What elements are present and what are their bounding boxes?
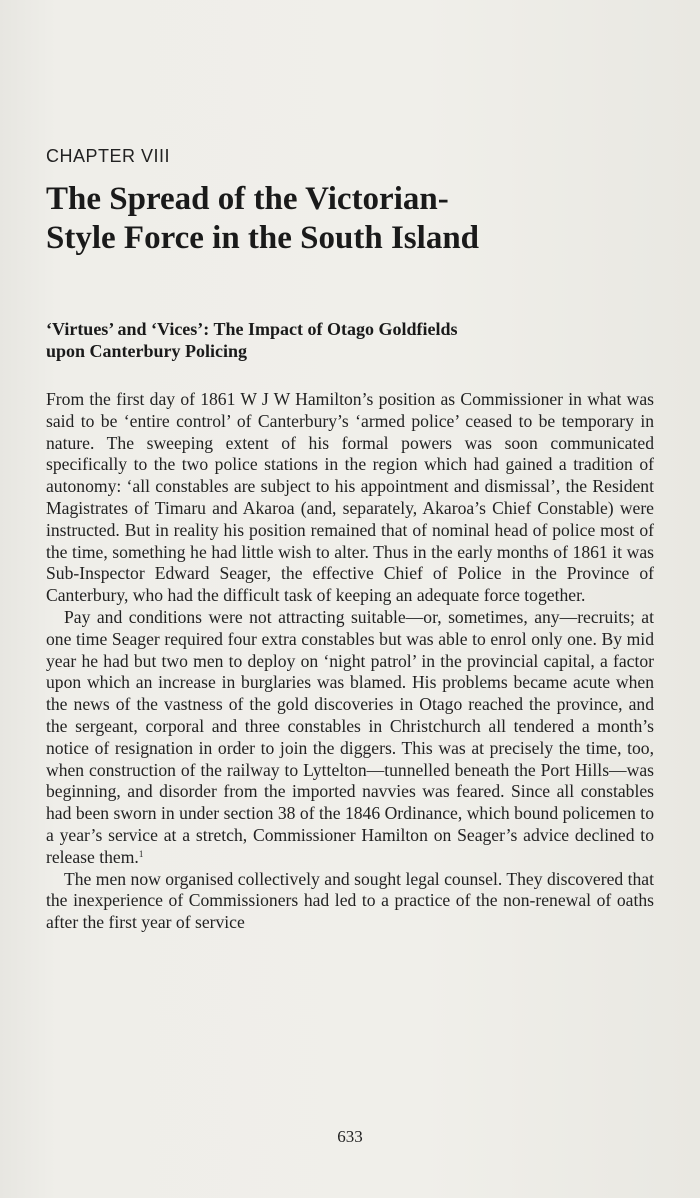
chapter-title-line-1: The Spread of the Victorian- [46, 181, 449, 217]
paragraph-2-text: Pay and conditions were not attracting suitable—or, sometimes, any—recruits; at one time Seager required four extra constables but was able to enrol only one. By mid year he had but two men to deploy on ‘night patrol’ in the provincial capital, a factor upon which an increase in burglaries was blamed. His problems became acute when the news of the vastness of the gold discoveries in Otago reached the province, and the sergeant, corporal and three constables in Christchurch all tendered a month’s notice of resignation in order to join the diggers. This was at precisely the time, too, when construction of the railway to Lyttelton—tunnelled beneath the Port Hills—was beginning, and disorder from the imported navvies was feared. Since all constables had been sworn in under section 38 of the 1846 Ordinance, which bound policemen to a year’s service at a stretch, Commissioner Hamilton on Seager’s advice declined to release them. [46, 606, 654, 867]
section-heading [46, 318, 666, 362]
paragraph-2 [46, 607, 654, 869]
body-text [46, 389, 654, 934]
paragraph-3: The men now organised collectively and sought legal counsel. They discovered that the inexperience of Commissioners had led to a practice of the non-renewal of oaths after the first year of service [46, 868, 654, 933]
section-heading-line-1: ‘Virtues’ and ‘Vices’: The Impact of Otago Goldfields [46, 319, 458, 339]
chapter-title [46, 180, 666, 258]
footnote-marker: 1 [138, 848, 144, 859]
chapter-title-line-2: Style Force in the South Island [46, 220, 480, 256]
paragraph-1: From the first day of 1861 W J W Hamilton’s position as Commissioner in what was said to be ‘entire control’ of Canterbury’s ‘armed police’ ceased to be temporary in nature. The sweeping extent of his formal powers was soon communicated specifically to the two police stations in the region which had gained a tradition of autonomy: ‘all constables are subject to his appointment and dismissal’, the Resident Magistrates of Timaru and Akaroa (and, separately, Akaroa’s Chief Constable) were instructed. But in reality his position remained that of nominal head of police most of the time, something he had little wish to alter. Thus in the early months of 1861 it was Sub-Inspector Edward Seager, the effective Chief of Police in the Province of Canterbury, who had the difficult task of keeping an adequate force together. [46, 389, 654, 606]
page-number: 633 [337, 1127, 363, 1146]
chapter-label: CHAPTER VIII [46, 146, 171, 166]
section-heading-line-2: upon Canterbury Policing [46, 341, 248, 361]
